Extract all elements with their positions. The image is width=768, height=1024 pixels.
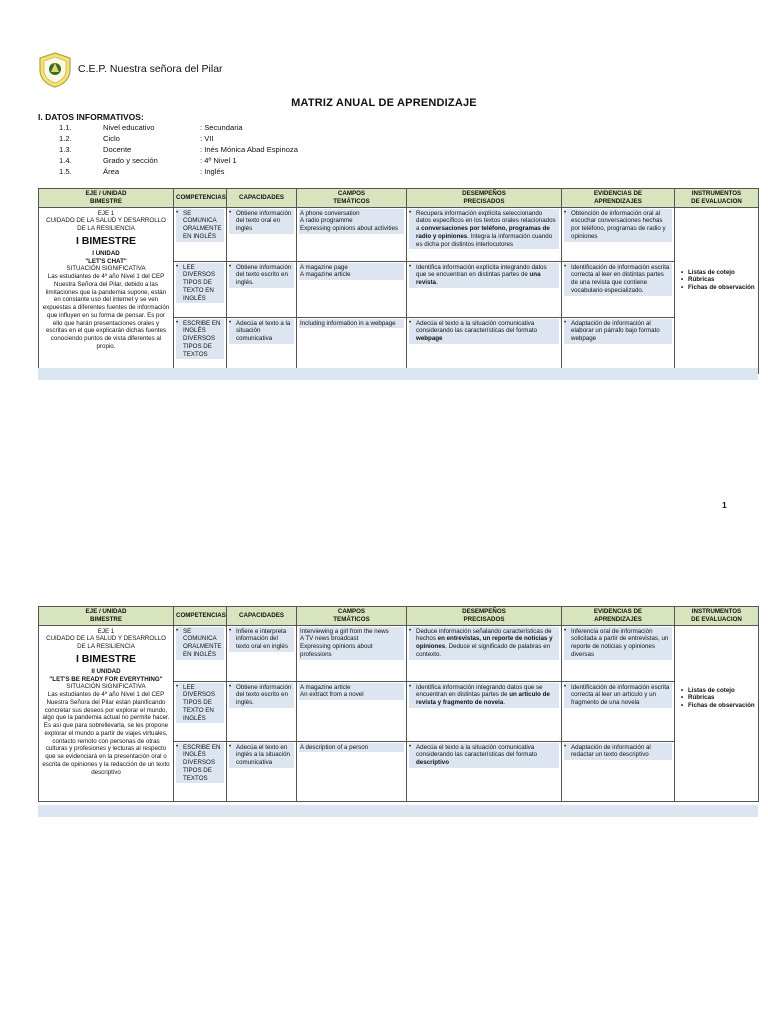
info-number: 1.2. [59,134,72,143]
page-number: 1 [722,500,727,510]
unidad-label: I UNIDAD [92,249,120,257]
unidad-label: II UNIDAD [91,667,121,675]
unit-description-cell [39,625,174,801]
unit-description-cell [39,207,174,373]
desempeno-text: • Recupera información explícita seleccionando datos específicos en los textos orales relacionados a conversaciones por teléfono, programas de radio y opiniones. Integra la información cuando es dicha por distintos interlocutores [409,209,559,250]
instrumento-item: • Listas de cotejo [681,269,756,277]
column-header: COMPETENCIAS [174,189,227,208]
capacidad-text: • Obtiene información del texto escrito en inglés. [229,263,294,288]
info-label: Docente [103,145,132,154]
instrumentos-list [677,627,756,710]
info-number: 1.3. [59,145,72,154]
column-header: CAMPOS TEMÁTICOS [297,189,407,208]
instrumentos-list [677,209,756,292]
competencia-cell [174,741,227,801]
capacidad-cell [227,625,297,681]
evidencia-cell [562,625,675,681]
campos-list: A magazine page A magazine article [299,263,404,281]
competencia-text: • LEE DIVERSOS TIPOS DE TEXTO EN INGLÉS [176,263,224,304]
column-header: CAMPOS TEMÁTICOS [297,607,407,626]
evidencia-cell [562,741,675,801]
desempeno-cell [407,261,562,317]
competencia-cell [174,317,227,373]
capacidad-text: • Obtiene información del texto escrito en inglés. [229,683,294,708]
column-header: INSTRUMENTOS DE EVALUACION [675,189,759,208]
header-row [39,607,759,626]
capacidad-cell [227,741,297,801]
table-footer-bar [38,368,758,380]
competencia-text: • SE COMUNICA ORALMENTE EN INGLÉS [176,627,224,660]
campos-cell [297,207,407,261]
learning-matrix-table-2 [38,606,759,802]
competencia-text: • LEE DIVERSOS TIPOS DE TEXTO EN INGLÉS [176,683,224,724]
evidencia-text: • Adaptación de información al elaborar un párrafo bajo formato webpage [564,319,672,344]
campos-cell [297,681,407,741]
table-row [39,207,759,261]
desempeno-text: • Deduce información señalando características de hechos en entrevistas, un reporte de noticias y opiniones. Deduce el significado de palabras en contexto. [409,627,559,660]
eje-label: EJE 1 [97,209,115,217]
unit-name: "LET'S BE READY FOR EVERYTHING" [49,675,163,683]
instrumento-item: • Fichas de observación [681,702,756,710]
info-label: Grado y sección [103,156,158,165]
column-header: CAPACIDADES [227,189,297,208]
situacion-text: Las estudiantes de 4º año Nivel 1 del CEP Nuestra Señora del Pilar están planificando concretar sus deseos por explorar el mundo, algo que la pandemia actual no permite hacer. Es así que para sobrellevarla, se les propone explorar el mundo a partir de viajes virtuales, contacto remoto con personas de otras culturas y profesiones y lecturas al respecto que se evidenciará en la presentación oral o escrita de opiniones y la redacción de un texto descriptivo [42,691,170,776]
capacidad-cell [227,317,297,373]
column-header: DESEMPEÑOS PRECISADOS [407,607,562,626]
campos-list: A magazine article An extract from a novel [299,683,404,701]
desempeno-cell [407,625,562,681]
evidencia-text: • Adaptación de información al redactar un texto descriptivo [564,743,672,761]
info-heading: I. DATOS INFORMATIVOS: [38,112,144,122]
situacion-heading: SITUACIÓN SIGNIFICATIVA [66,683,146,691]
instrumento-item: • Rúbricas [681,694,756,702]
column-header: EJE / UNIDAD BIMESTRE [39,189,174,208]
instrumento-item: • Listas de cotejo [681,687,756,695]
info-label: Nivel educativo [103,123,155,132]
evidencia-cell [562,261,675,317]
competencia-cell [174,261,227,317]
header-row [39,189,759,208]
evidencia-cell [562,317,675,373]
info-value: : 4º Nivel 1 [200,156,237,165]
unit-name: "LET'S CHAT" [85,257,127,265]
situacion-text: Las estudiantes de 4º año Nivel 1 del CEP Nuestra Señora del Pilar, debido a las limitaciones que la pandemia supone, están en constante uso del internet y se ven expuestas a diferentes fuentes de información que influyen en su forma de pensar. Es por ello que harán presentaciones orales y escritas en el que explicarán dichas fuentes conociendo puntos de vista diferentes al propio. [42,273,170,350]
competencia-cell [174,207,227,261]
info-value: : Secundaria [200,123,243,132]
info-row [0,123,768,134]
column-header: CAPACIDADES [227,607,297,626]
competencia-cell [174,625,227,681]
evidencia-text: • Inferencia oral de información solicitada a partir de entrevistas, un reporte de noticias y opiniones diversas [564,627,672,660]
info-value: : Inglés [200,167,225,176]
capacidad-cell [227,261,297,317]
instrumentos-cell [675,207,759,373]
campos-cell [297,317,407,373]
column-header: COMPETENCIAS [174,607,227,626]
instrumentos-cell [675,625,759,801]
campos-list: Interviewing a girl from the news A TV news broadcast Expressing opinions about professions [299,627,404,660]
capacidad-text: • Adecúa el texto en inglés a la situación comunicativa [229,743,294,768]
campos-cell [297,741,407,801]
info-value: : Inés Mónica Abad Espinoza [200,145,298,154]
desempeno-cell [407,741,562,801]
evidencia-text: • Identificación de información escrita correcta al leer un artículo y un fragmento de una novela [564,683,672,708]
document-title: MATRIZ ANUAL DE APRENDIZAJE [291,97,477,109]
desempeno-text: • Adecúa el texto a la situación comunicativa considerando las características del formato webpage [409,319,559,344]
situacion-heading: SITUACIÓN SIGNIFICATIVA [66,265,146,273]
desempeno-cell [407,681,562,741]
info-number: 1.1. [59,123,72,132]
column-header: EVIDENCIAS DE APRENDIZAJES [562,607,675,626]
table-row [39,625,759,681]
column-header: INSTRUMENTOS DE EVALUACION [675,607,759,626]
capacidad-text: • Adecúa el texto a la situación comunicativa [229,319,294,344]
evidencia-text: • Obtención de información oral al escuchar conversaciones hechas por teléfono, programas de radio y opiniones [564,209,672,242]
column-header: DESEMPEÑOS PRECISADOS [407,189,562,208]
bimestre-label: I BIMESTRE [75,652,137,665]
info-row [0,167,768,178]
school-crest-logo [38,52,72,88]
school-name: C.E.P. Nuestra señora del Pilar [78,63,223,75]
column-header: EJE / UNIDAD BIMESTRE [39,607,174,626]
table-footer-bar [38,805,758,817]
campos-list: Including information in a webpage [299,319,404,329]
competencia-text: • ESCRIBE EN INGLÉS DIVERSOS TIPOS DE TEXTOS [176,319,224,360]
evidencia-cell [562,207,675,261]
instrumento-item: • Fichas de observación [681,284,756,292]
eje-label: EJE 1 [97,627,115,635]
capacidad-cell [227,207,297,261]
desempeno-text: • Identifica información integrando datos que se encuentran en distintas partes de un artículo de revista y fragmento de novela. [409,683,559,708]
competencia-text: • ESCRIBE EN INGLÉS DIVERSOS TIPOS DE TEXTOS [176,743,224,784]
campos-cell [297,625,407,681]
info-label: Ciclo [103,134,120,143]
evidencia-text: • Identificación de información escrita correcta al leer en distintas partes de una revista que contiene vocabulario especializado. [564,263,672,296]
desempeno-text: • Adecúa el texto a la situación comunicativa considerando las características del formato descriptivo [409,743,559,768]
column-header: EVIDENCIAS DE APRENDIZAJES [562,189,675,208]
capacidad-text: • Obtiene información del texto oral en inglés [229,209,294,234]
campos-list: A phone conversation A radio programme Expressing opinions about activities [299,209,404,234]
eje-title: CUIDADO DE LA SALUD Y DESARROLLO DE LA RESILIENCIA [46,217,166,232]
learning-matrix-table-1 [38,188,759,374]
desempeno-cell [407,317,562,373]
competencia-cell [174,681,227,741]
desempeno-cell [407,207,562,261]
info-number: 1.5. [59,167,72,176]
info-number: 1.4. [59,156,72,165]
instrumento-item: • Rúbricas [681,276,756,284]
info-label: Área [103,167,120,176]
capacidad-cell [227,681,297,741]
campos-cell [297,261,407,317]
bimestre-label: I BIMESTRE [75,234,137,247]
eje-title: CUIDADO DE LA SALUD Y DESARROLLO DE LA RESILIENCIA [46,635,166,650]
info-row [0,134,768,145]
competencia-text: • SE COMUNICA ORALMENTE EN INGLÉS [176,209,224,242]
info-row [0,145,768,156]
info-row [0,156,768,167]
info-value: : VII [200,134,214,143]
campos-list: A description of a person [299,743,404,753]
desempeno-text: • Identifica información explícita integrando datos que se encuentran en distintas partes de una revista. [409,263,559,288]
capacidad-text: • Infiere e interpreta información del texto oral en inglés [229,627,294,652]
evidencia-cell [562,681,675,741]
